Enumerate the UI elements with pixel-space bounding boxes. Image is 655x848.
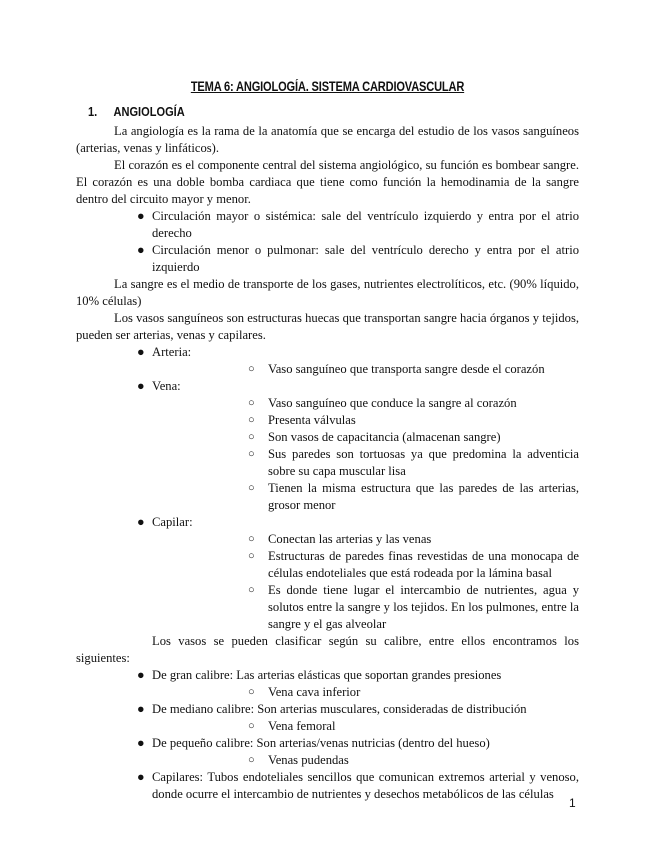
- circle-bullet-icon: ○: [248, 482, 255, 494]
- list-item-arteria: ● Arteria: ○ Vaso sanguíneo que transporta sangre desde el corazón: [76, 344, 579, 378]
- capilar-sublist: [152, 531, 579, 633]
- bullet-icon: ●: [137, 702, 145, 716]
- list-item: ○ Vaso sanguíneo que transporta sangre desde el corazón: [248, 362, 545, 376]
- bullet-icon: ●: [137, 515, 145, 529]
- list-item: ○ Vaso sanguíneo que conduce la sangre al corazón: [248, 396, 517, 410]
- circle-bullet-icon: ○: [248, 431, 255, 443]
- circle-bullet-icon: ○: [248, 397, 255, 409]
- list-item: ● De pequeño calibre: Son arterias/venas nutricias (dentro del hueso) ○ Venas pudendas: [76, 735, 579, 769]
- list-item: ○ Vena femoral: [248, 719, 336, 733]
- circle-bullet-icon: ○: [248, 533, 255, 545]
- circle-bullet-icon: ○: [248, 550, 255, 562]
- page-number: 1: [569, 796, 576, 810]
- calibre-list: [76, 667, 579, 803]
- section-heading: [88, 104, 185, 119]
- list-item: ● De mediano calibre: Son arterias musculares, consideradas de distribución ○ Vena femoral: [76, 701, 579, 735]
- list-item: ● De gran calibre: Las arterias elásticas que soportan grandes presiones ○ Vena cava inferior: [76, 667, 579, 701]
- circle-bullet-icon: ○: [248, 584, 255, 596]
- list-item: ○ Son vasos de capacitancia (almacenan sangre): [248, 430, 501, 444]
- circle-bullet-icon: ○: [248, 363, 255, 375]
- page-title: TEMA 6: ANGIOLOGÍA. SISTEMA CARDIOVASCULAR: [190, 79, 465, 94]
- vessel-types-list: [76, 344, 579, 633]
- arteria-sublist: [152, 361, 579, 378]
- list-item: ○ Sus paredes son tortuosas ya que predomina la adventicia sobre su capa muscular lisa: [248, 447, 579, 478]
- section-number: 1.: [88, 104, 98, 119]
- list-item: ○ Tienen la misma estructura que las paredes de las arterias, grosor menor: [248, 481, 579, 512]
- paragraph-calibre: Los vasos se pueden clasificar según su calibre, entre ellos encontramos los siguientes:: [76, 634, 579, 665]
- list-item: ● Circulación mayor o sistémica: sale del ventrículo izquierdo y entra por el atrio derecho: [137, 209, 579, 240]
- vena-sublist: [152, 395, 579, 514]
- bullet-icon: ●: [137, 243, 145, 257]
- document-body: [76, 123, 579, 803]
- circle-bullet-icon: ○: [248, 686, 255, 698]
- list-item: ○ Estructuras de paredes finas revestidas de una monocapa de células endoteliales que está rodeada por la lámina basal: [248, 549, 579, 580]
- list-item: ○ Venas pudendas: [248, 753, 349, 767]
- list-item: ○ Conectan las arterias y las venas: [248, 532, 432, 546]
- section-title: ANGIOLOGÍA: [113, 104, 185, 119]
- list-item: ● Circulación menor o pulmonar: sale del ventrículo derecho y entra por el atrio izquierdo: [137, 243, 579, 274]
- list-item-vena: ● Vena: ○ Vaso sanguíneo que conduce la sangre al corazón ○ Presenta válvulas ○ Son vasos de capacitancia (almacenan sangre) ○ Sus paredes son tortuosas ya que predomina la adventicia sobre su capa muscular lisa ○ Tienen la misma estructura que las paredes de las arterias, grosor menor: [137, 379, 579, 512]
- list-item: ○ Vena cava inferior: [248, 685, 361, 699]
- list-item: ● Capilares: Tubos endoteliales sencillos que comunican extremos arterial y venoso, donde ocurre el intercambio de nutrientes y desechos metabólicos de las células: [137, 770, 579, 801]
- bullet-icon: ●: [137, 209, 145, 223]
- circle-bullet-icon: ○: [248, 448, 255, 460]
- circulation-list: [76, 208, 579, 276]
- bullet-icon: ●: [137, 668, 145, 682]
- circle-bullet-icon: ○: [248, 414, 255, 426]
- paragraph-heart: El corazón es el componente central del sistema angiológico, su función es bombear sangre. El corazón es una doble bomba cardiaca que tiene como función la hemodinamia de la sangre dentro del circuito mayor y menor.: [76, 158, 579, 206]
- bullet-icon: ●: [137, 379, 145, 393]
- list-item-capilar: ● Capilar: ○ Conectan las arterias y las venas ○ Estructuras de paredes finas revestidas de una monocapa de células endoteliales que está rodeada por la lámina basal ○ Es donde tiene lugar el intercambio de nutrientes, agua y solutos entre la sangre y los tejidos. En los pulmones, entre la sangre y el gas alveolar: [137, 515, 579, 631]
- paragraph-vessels: Los vasos sanguíneos son estructuras huecas que transportan sangre hacia órganos y tejidos, pueden ser arterias, venas y capilares.: [76, 311, 579, 342]
- bullet-icon: ●: [137, 345, 145, 359]
- bullet-icon: ●: [137, 770, 145, 784]
- paragraph-blood: La sangre es el medio de transporte de los gases, nutrientes electrolíticos, etc. (90% líquido, 10% células): [76, 277, 579, 308]
- list-item: ○ Es donde tiene lugar el intercambio de nutrientes, agua y solutos entre la sangre y los tejidos. En los pulmones, entre la sangre y el gas alveolar: [248, 583, 579, 631]
- bullet-icon: ●: [137, 736, 145, 750]
- circle-bullet-icon: ○: [248, 720, 255, 732]
- list-item: ○ Presenta válvulas: [248, 413, 356, 427]
- circle-bullet-icon: ○: [248, 754, 255, 766]
- paragraph-definition: La angiología es la rama de la anatomía que se encarga del estudio de los vasos sanguíneos (arterias, venas y linfáticos).: [76, 124, 579, 155]
